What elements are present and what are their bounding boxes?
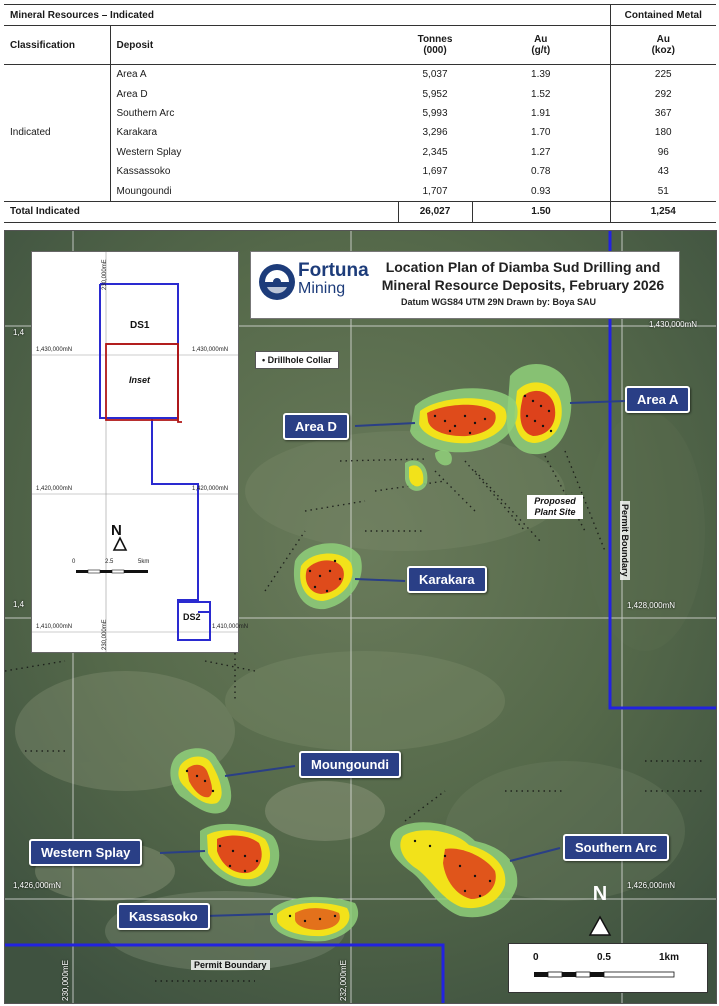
inset-map — [31, 251, 249, 653]
inset-grid — [32, 252, 238, 652]
grade-cell: 0.78 — [472, 162, 610, 181]
inset-scale-zero: 0 — [72, 559, 76, 565]
coord-label: 1,4 — [13, 600, 25, 609]
table-row — [4, 65, 716, 85]
metal-cell: 96 — [657, 146, 669, 158]
map-title — [373, 258, 673, 294]
metal-cell: 51 — [657, 185, 669, 197]
callout-area-a: Area A — [625, 386, 690, 413]
inset-scale-mid: 2.5 — [105, 559, 114, 565]
permit-boundary-label: Permit Boundary — [620, 501, 630, 580]
plant-site-label: Proposed Plant Site — [527, 495, 583, 519]
inset-coord: 230,000mE — [102, 259, 108, 290]
scale-bar — [508, 943, 708, 993]
total-label: Total Indicated — [4, 201, 398, 222]
callout-area-d: Area D — [283, 413, 349, 440]
tonnes-cell: 1,697 — [422, 166, 448, 178]
table-title: Mineral Resources – Indicated — [4, 5, 610, 26]
grade-cell: 1.52 — [472, 84, 610, 103]
coord-label: 230,000mE — [61, 960, 70, 1001]
table-row — [4, 123, 716, 142]
metal-cell: 225 — [654, 69, 672, 81]
table-header-row — [4, 26, 716, 65]
mineral-resources-table — [4, 4, 716, 223]
table-row — [4, 104, 716, 123]
metal-cell: 292 — [654, 88, 672, 100]
deposit-cell: Moungoundi — [116, 185, 172, 197]
inset-coord: 1,410,000mN — [212, 624, 249, 630]
tonnes-cell: 2,345 — [422, 146, 448, 158]
tonnes-cell: 5,037 — [422, 69, 448, 81]
permit-boundary-label: Permit Boundary — [191, 960, 270, 970]
col-au-grade: Au (g/t) — [472, 26, 610, 65]
inset-label: Inset — [129, 375, 151, 385]
callout-western-splay: Western Splay — [29, 839, 142, 866]
coord-label: 232,000mE — [339, 960, 348, 1001]
deposit-cell: Western Splay — [116, 146, 182, 158]
inset-coord: 230,000mE — [102, 619, 108, 650]
callout-moungoundi: Moungoundi — [299, 751, 401, 778]
inset-scale-bar — [76, 570, 148, 573]
table-title-row — [4, 5, 716, 26]
coord-label: 1,430,000mN — [649, 320, 698, 329]
coord-label: 1,428,000mN — [627, 601, 676, 610]
scale-end: 1km — [659, 952, 680, 963]
table-row — [4, 162, 716, 181]
inset-coord: 1,430,000mN — [36, 347, 73, 353]
total-tonnes: 26,027 — [398, 201, 472, 222]
deposit-cell: Southern Arc — [116, 107, 175, 119]
logo-wordmark-sub: Mining — [298, 280, 346, 297]
scale-mid: 0.5 — [597, 952, 611, 963]
inset-canvas — [32, 252, 238, 652]
ds2-label: DS2 — [183, 612, 201, 622]
coord-label: 1,426,000mN — [13, 881, 62, 890]
map-title-line1: Location Plan of Diamba Sud Drilling and — [385, 259, 661, 275]
total-row — [4, 201, 716, 222]
north-arrow-icon — [588, 915, 612, 937]
permit-outline — [100, 284, 210, 640]
inset-scale-end: 5km — [138, 559, 150, 565]
drillhole-collar-icon: • — [262, 355, 266, 365]
col-deposit: Deposit — [110, 26, 398, 65]
classification-cell: Indicated — [4, 65, 110, 202]
grade-cell: 0.93 — [472, 181, 610, 201]
callout-kassasoko: Kassasoko — [117, 903, 210, 930]
inset-coord: 1,410,000mN — [36, 624, 73, 630]
inset-north-label: N — [111, 522, 122, 539]
metal-cell: 367 — [654, 107, 672, 119]
coord-label: 1,426,000mN — [627, 881, 676, 890]
deposit-cell: Karakara — [116, 127, 158, 139]
total-grade: 1.50 — [472, 201, 610, 222]
scale-bar-graphic — [533, 970, 693, 980]
legend-label: Drillhole Collar — [267, 355, 332, 365]
contained-metal-header: Contained Metal — [610, 5, 716, 26]
inset-coord: 1,430,000mN — [192, 347, 229, 353]
deposit-cell: Area A — [116, 69, 147, 81]
location-map — [4, 230, 717, 1004]
inset-coord: 1,420,000mN — [36, 486, 73, 492]
col-tonnes: Tonnes (000) — [398, 26, 472, 65]
col-classification: Classification — [4, 26, 110, 65]
north-label: N — [592, 883, 608, 905]
table-row — [4, 143, 716, 162]
grade-cell: 1.39 — [472, 65, 610, 85]
table-row — [4, 84, 716, 103]
callout-southern-arc: Southern Arc — [563, 834, 669, 861]
grade-cell: 1.91 — [472, 104, 610, 123]
map-legend — [255, 351, 339, 369]
tonnes-cell: 3,296 — [422, 127, 448, 139]
tonnes-cell: 1,707 — [422, 185, 448, 197]
scale-zero: 0 — [533, 952, 539, 963]
callout-karakara: Karakara — [407, 566, 487, 593]
map-title-box — [250, 251, 680, 319]
fortuna-logo-icon — [257, 262, 297, 302]
map-title-line2: Mineral Resource Deposits, February 2026 — [381, 277, 665, 293]
deposit-cell: Area D — [116, 88, 148, 100]
deposit-cell: Kassassoko — [116, 166, 171, 178]
table-row — [4, 181, 716, 201]
inset-north-arrow — [114, 538, 126, 550]
col-au-metal: Au (koz) — [610, 26, 716, 65]
ds1-label: DS1 — [130, 320, 150, 331]
coord-label: 1,4 — [13, 328, 25, 337]
total-metal: 1,254 — [610, 201, 716, 222]
map-subtitle: Datum WGS84 UTM 29N Drawn by: Boya SAU — [401, 297, 597, 307]
metal-cell: 180 — [654, 127, 672, 139]
tonnes-cell: 5,993 — [422, 107, 448, 119]
tonnes-cell: 5,952 — [422, 88, 448, 100]
grade-cell: 1.27 — [472, 143, 610, 162]
logo-wordmark: Fortuna — [298, 260, 369, 281]
metal-cell: 43 — [657, 166, 669, 178]
inset-coord: 1,420,000mN — [192, 486, 229, 492]
grade-cell: 1.70 — [472, 123, 610, 142]
